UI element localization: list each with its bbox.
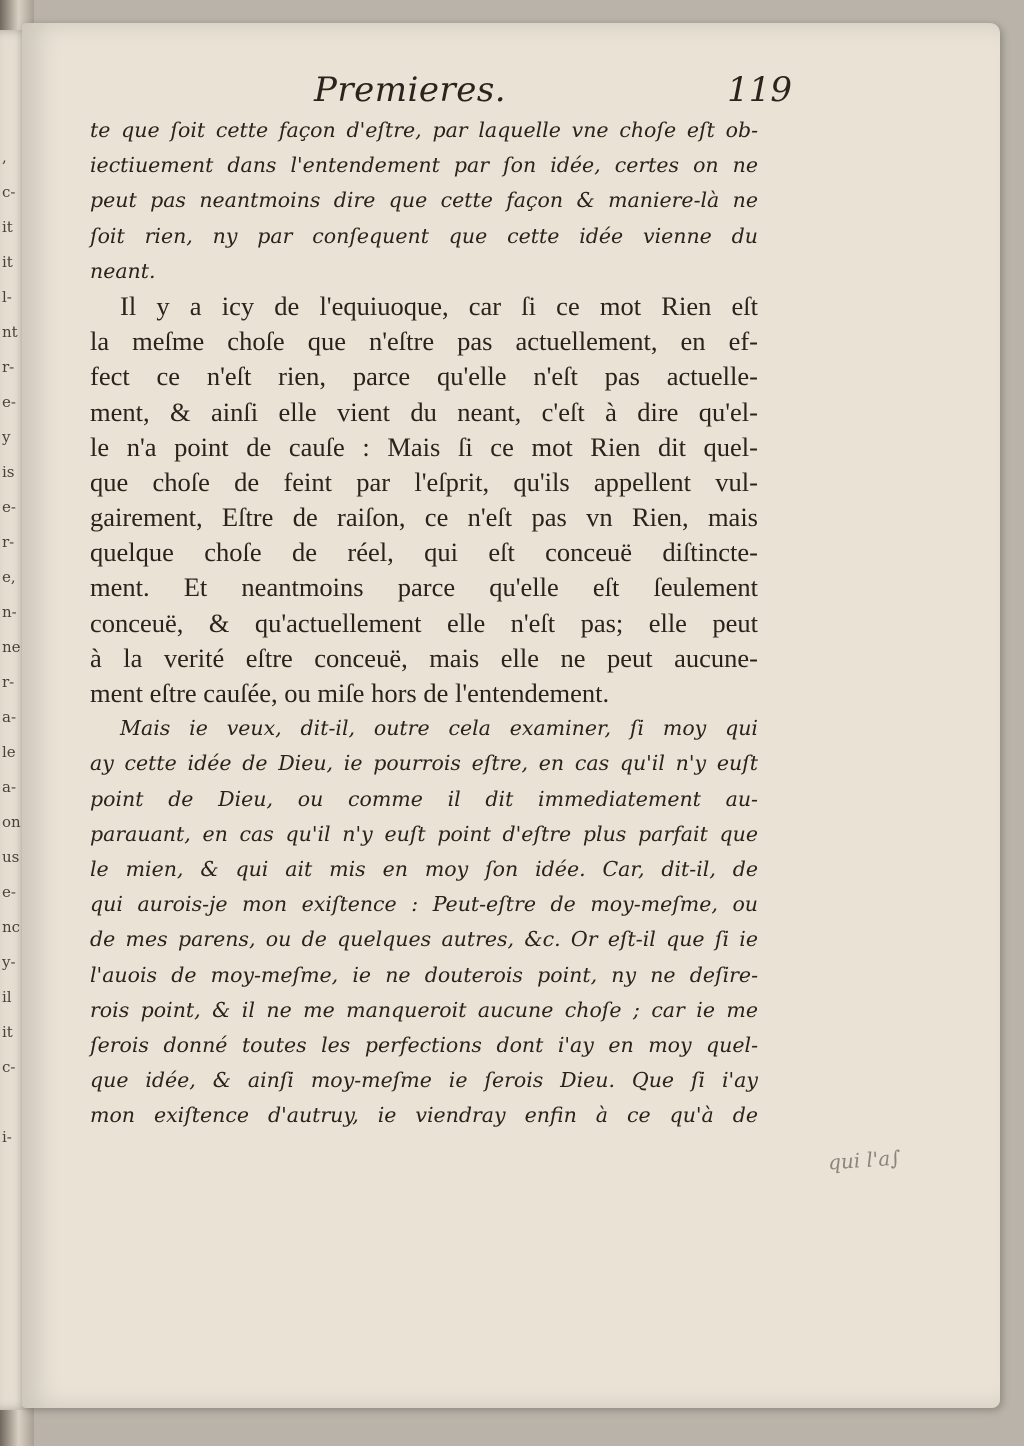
text-line: mon exiſtence d'autruy, ie viendray enfin à ce qu'à de	[90, 1103, 758, 1128]
text-line: ſerois donné toutes les perfections dont i'ay en moy quel-	[90, 1032, 758, 1057]
text-line: iectiuement dans l'entendement par ſon idée, certes on ne	[90, 153, 758, 178]
text-line: gairement, Eſtre de raiſon, ce n'eſt pas vn Rien, mais	[90, 502, 758, 533]
text-line: peut pas neantmoins dire que cette façon & maniere-là ne	[90, 188, 758, 213]
text-line: Mais ie veux, dit-il, outre cela examiner, ſi moy qui	[120, 716, 758, 741]
text-line: le n'a point de cauſe : Mais ſi ce mot Rien dit quel-	[90, 431, 758, 462]
text-line: l'auois de moy-meſme, ie ne douterois point, ny ne deſire-	[90, 962, 758, 987]
text-line: ment eſtre cauſée, ou miſe hors de l'entendement.	[90, 678, 610, 708]
paragraph-3	[90, 711, 758, 1133]
text-line: ſoit rien, ny par conſequent que cette idée vienne du	[90, 223, 758, 248]
text-line: que choſe de feint par l'eſprit, qu'ils appellent vul-	[90, 466, 758, 497]
text-line: conceuë, & qu'actuellement elle n'eſt pas; elle peut	[90, 607, 758, 638]
text-line: la meſme choſe que n'eſtre pas actuellement, en ef-	[90, 326, 758, 357]
text-line: le mien, & qui ait mis en moy ſon idée. Car, dit-il, de	[90, 856, 758, 881]
text-line: ment. Et neantmoins parce qu'elle eſt ſeulement	[90, 572, 758, 603]
page-number: 119	[727, 70, 792, 110]
body-text	[90, 113, 758, 1133]
paragraph-2	[90, 289, 758, 711]
text-line: quelque choſe de réel, qui eſt conceuë diſtinctе-	[90, 537, 758, 568]
text-line: parauant, en cas qu'il n'y euſt point d'eſtre plus parfait que	[90, 821, 758, 846]
paragraph-1	[90, 113, 758, 289]
text-line: te que ſoit cette façon d'eſtre, par laquelle vne choſe eſt ob-	[90, 118, 758, 142]
text-line: à la verité eſtre conceuë, mais elle ne peut aucune-	[90, 642, 758, 673]
text-line: de mes parens, ou de quelques autres, &c. Or eſt-il que ſi ie	[90, 927, 758, 952]
text-line: ay cette idée de Dieu, ie pourrois eſtre, en cas qu'il n'y euſt	[90, 751, 758, 776]
text-line: Il y a icy de l'equiuoque, car ſi ce mot Rien eſt	[120, 290, 758, 321]
text-line: point de Dieu, ou comme il dit immediatement au-	[90, 786, 758, 811]
text-line: fect ce n'eſt rien, parce qu'elle n'eſt pas actuelle-	[90, 361, 758, 392]
text-line: ment, & ainſi elle vient du neant, c'eſt à dire qu'el-	[90, 396, 758, 427]
running-head: Premieres.	[314, 70, 507, 110]
handwritten-margin-note: qui l'a∫	[827, 1145, 902, 1175]
gutter-text-fragments: , c- it it l- nt r- e- y is e- r- e, n- ne r- a- le a- on us e- nc y- il it c- i-	[2, 148, 21, 1146]
text-line: rois point, & il ne me manqueroit aucune choſe ; car ie me	[90, 997, 758, 1022]
text-line: que idée, & ainſi moy-meſme ie ſerois Dieu. Que ſi i'ay	[90, 1068, 758, 1093]
text-line: neant.	[90, 258, 156, 283]
text-line: qui aurois-je mon exiſtence : Peut-eſtre de moy-meſme, ou	[90, 892, 758, 917]
